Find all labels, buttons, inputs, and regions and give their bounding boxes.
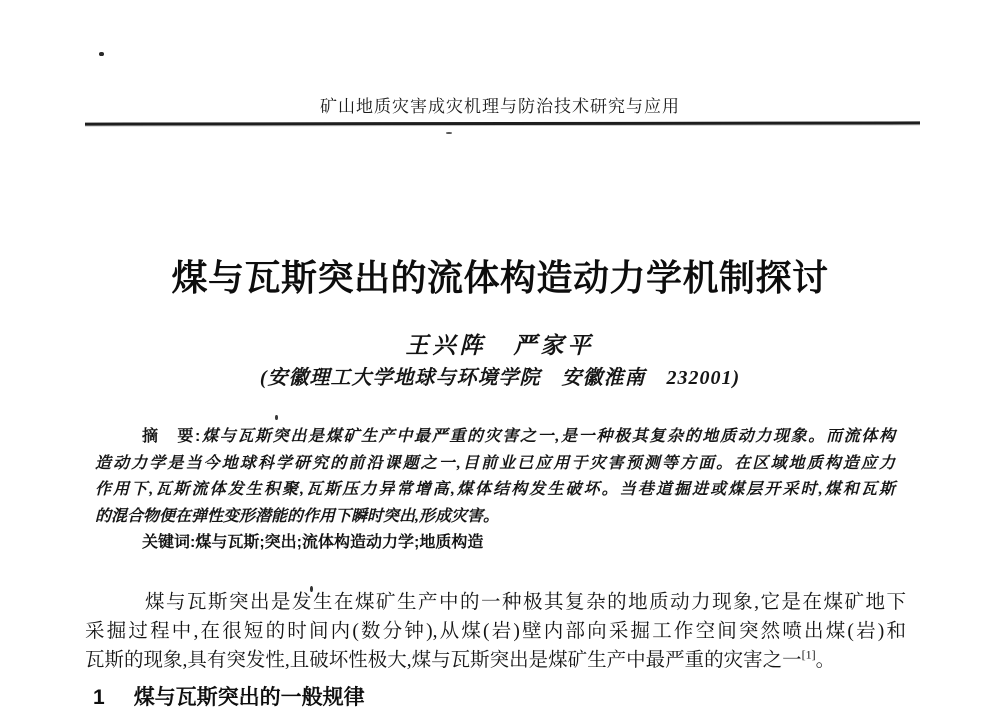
authors: 王兴阵 严家平 (405, 333, 595, 358)
running-header: 矿山地质灾害成灾机理与防治技术研究与应用 (320, 97, 680, 116)
section-heading (93, 681, 365, 710)
keywords-label: 关键词: (142, 534, 196, 551)
abstract-line: 作用下,瓦斯流体发生积聚,瓦斯压力异常增高,煤体结构发生破坏。当巷道掘进或煤层开采时,煤和瓦斯 (95, 481, 895, 498)
section-number: 1 (93, 686, 105, 709)
keywords-line (95, 530, 895, 557)
keywords-text: 煤与瓦斯;突出;流体构造动力学;地质构造 (195, 534, 484, 551)
scan-speck (275, 415, 278, 420)
body-line-text: 瓦斯的现象,具有突发性,且破坏性极大,煤与瓦斯突出是煤矿生产中最严重的灾害之一 (85, 650, 802, 671)
header-rule (85, 121, 920, 125)
abstract-line: 的混合物便在弹性变形潜能的作用下瞬时突出,形成灾害。 (95, 507, 500, 525)
body-paragraph (85, 588, 906, 675)
scan-speck (446, 132, 452, 134)
scan-speck (310, 586, 313, 592)
paper-title: 煤与瓦斯突出的流体构造动力学机制探讨 (171, 257, 829, 298)
body-line (85, 646, 906, 675)
affiliation: (安徽理工大学地球与环境学院 安徽淮南 232001) (259, 367, 741, 389)
scan-speck (99, 52, 104, 56)
abstract-label: 摘 要: (142, 428, 201, 445)
abstract-block (95, 424, 895, 557)
abstract-line: 造动力学是当今地球科学研究的前沿课题之一,目前业已应用于灾害预测等方面。在区域地质构造应力 (95, 454, 895, 472)
section-title: 煤与瓦斯突出的一般规律 (133, 686, 365, 709)
body-line: 采掘过程中,在很短的时间内(数分钟),从煤(岩)壁内部向采掘工作空间突然喷出煤(岩)和 (85, 621, 906, 642)
abstract-line-text: 煤与瓦斯突出是煤矿生产中最严重的灾害之一,是一种极其复杂的地质动力现象。而流体构 (200, 428, 895, 445)
citation-ref: [1] (801, 647, 816, 662)
abstract-line (95, 424, 895, 451)
body-line-end: 。 (815, 650, 836, 671)
body-line: 煤与瓦斯突出是发生在煤矿生产中的一种极其复杂的地质动力现象,它是在煤矿地下 (145, 592, 906, 613)
